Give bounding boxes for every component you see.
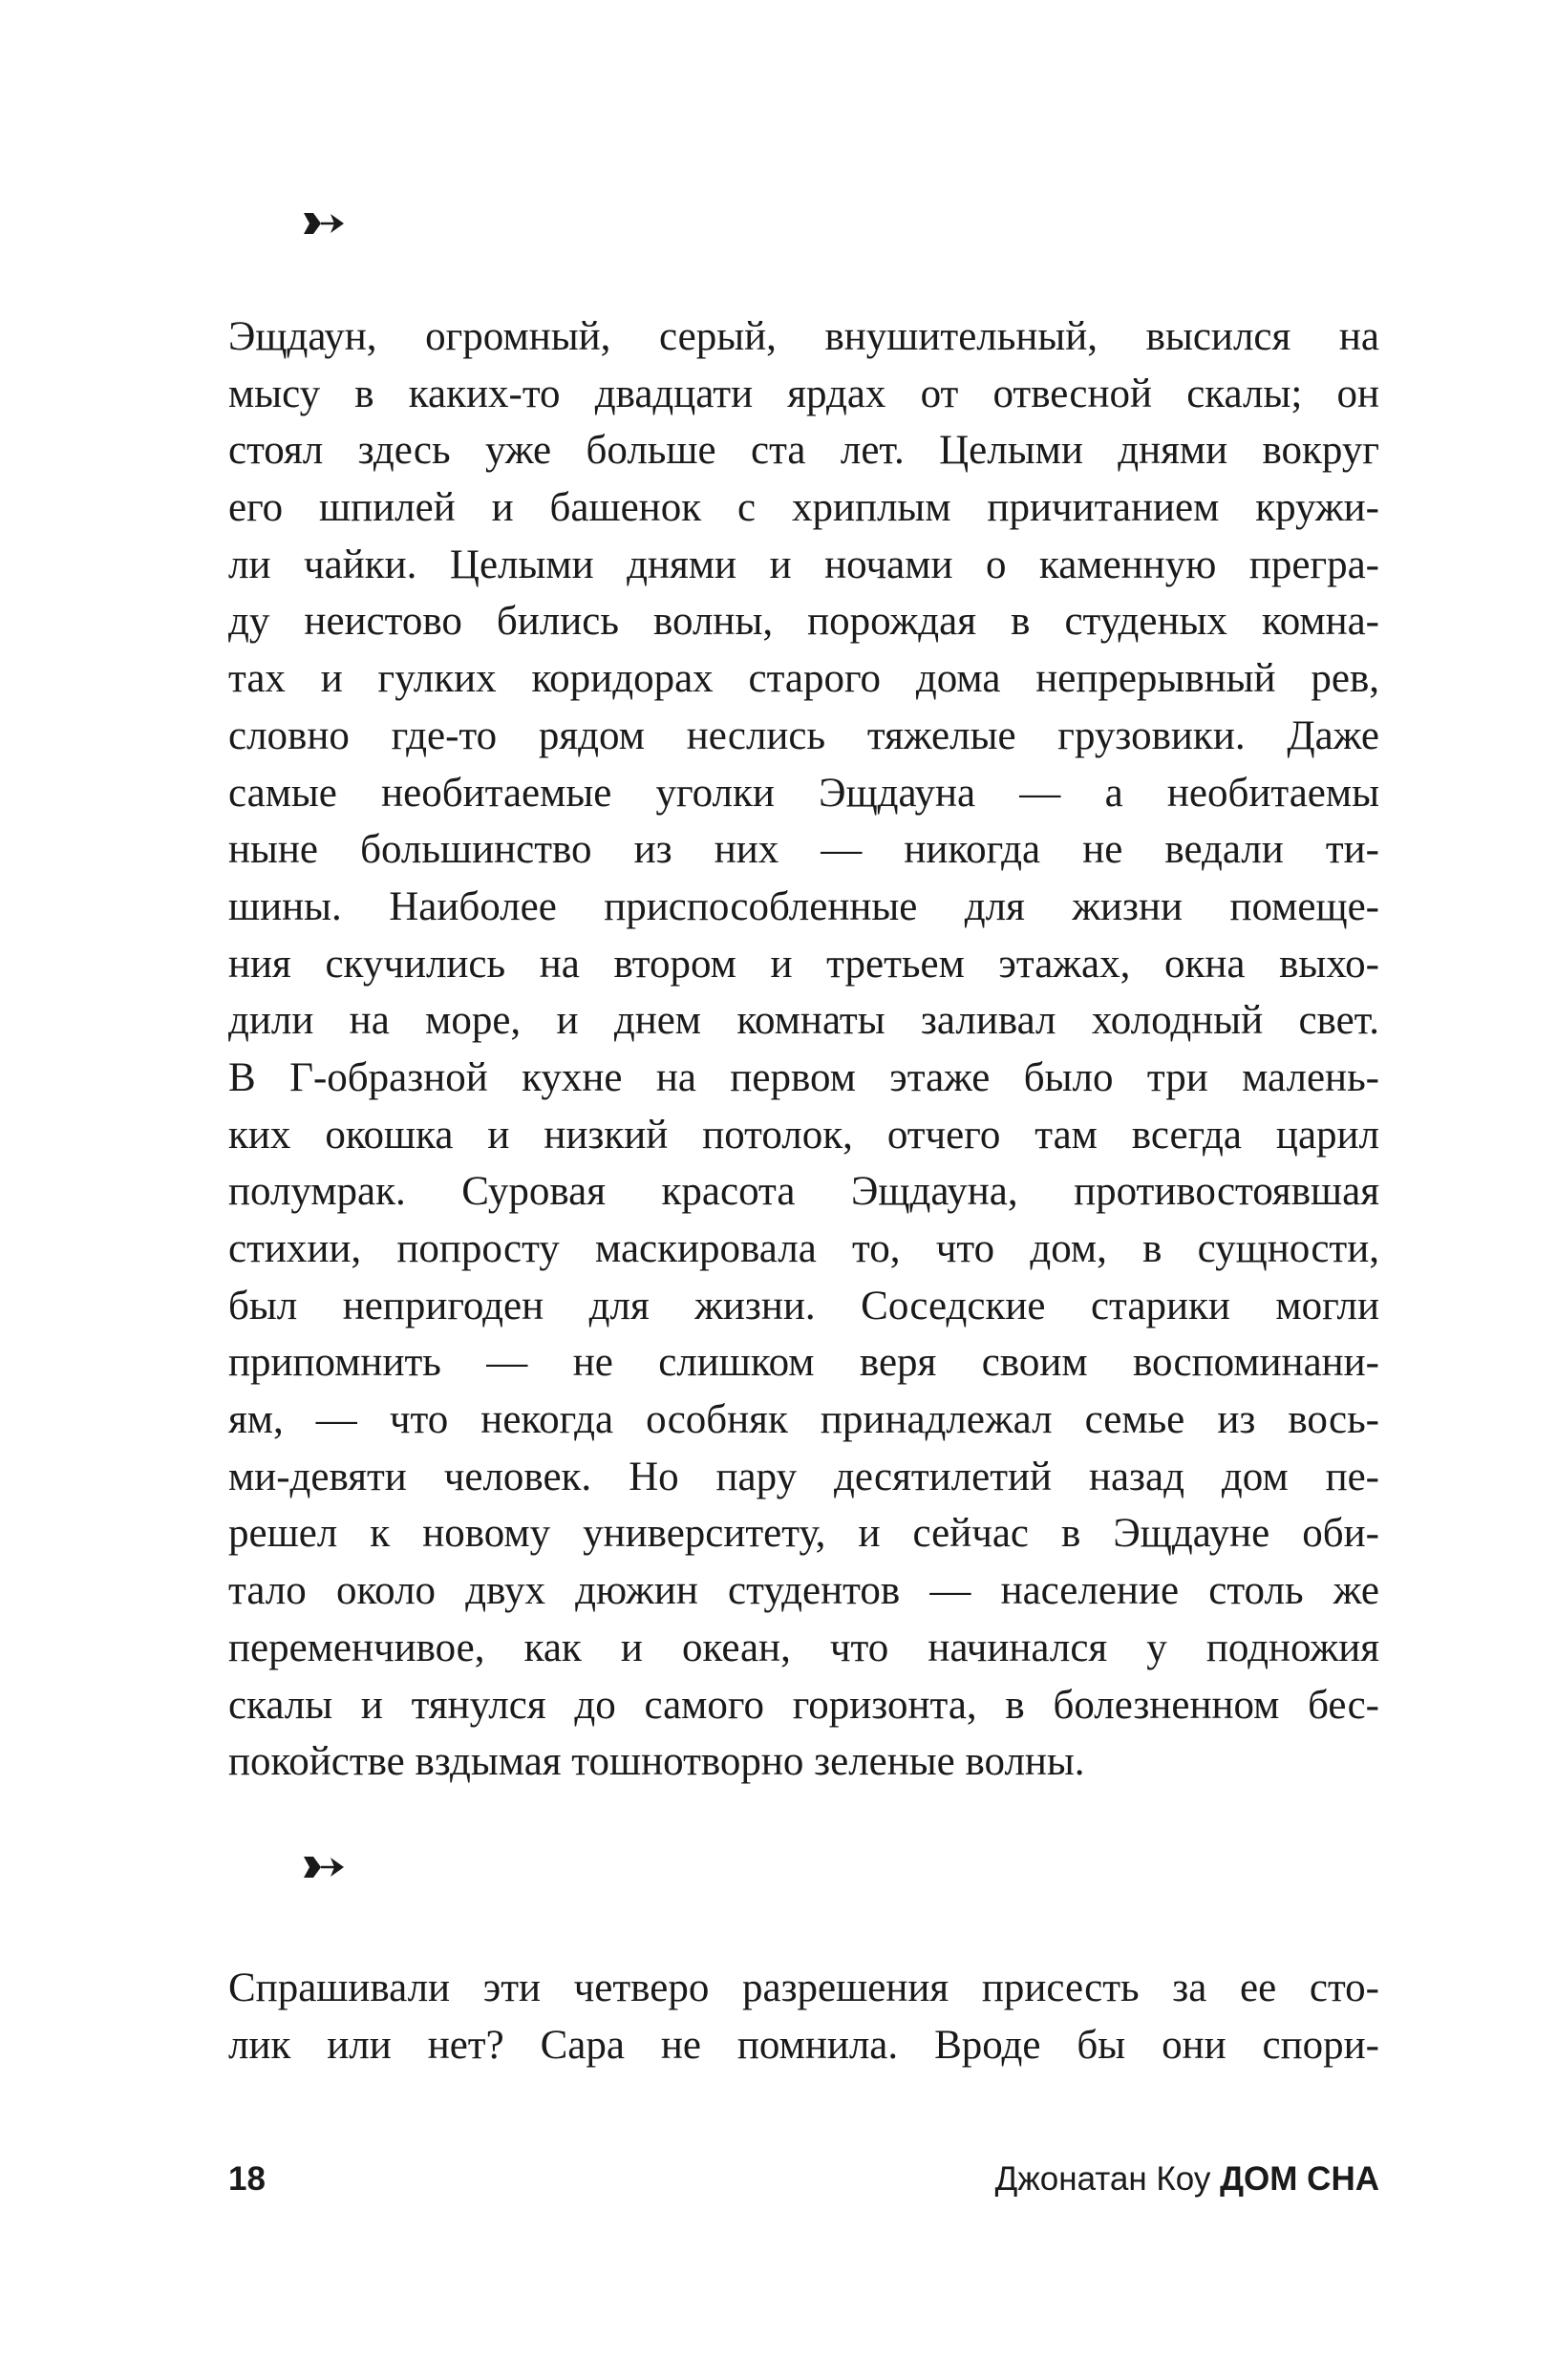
text-line: словно где-то рядом неслись тяжелые грузовики. Даже (228, 712, 1379, 758)
text-line: Эщдаун, огромный, серый, внушительный, высился на (228, 314, 1379, 359)
text-line: переменчивое, как и океан, что начинался у подножия (228, 1625, 1379, 1670)
text-line: ли чайки. Целыми днями и ночами о каменную прегра- (228, 542, 1379, 587)
text-line: самые необитаемые уголки Эщдауна — а необитаемы (228, 770, 1379, 816)
text-line: полумрак. Суровая красота Эщдауна, противостоявшая (228, 1169, 1379, 1215)
text-line: ми-девяти человек. Но пару десятилетий назад дом пе- (228, 1454, 1379, 1499)
text-line: шины. Наиболее приспособленные для жизни помеще- (228, 883, 1379, 929)
paragraph-2 (228, 1960, 1379, 2073)
text-line: скалы и тянулся до самого горизонта, в болезненном бес- (228, 1682, 1379, 1728)
author-name: Джонатан Коу (994, 2160, 1211, 2198)
text-line: ныне большинство из них — никогда не ведали ти- (228, 827, 1379, 873)
text-line: его шпилей и башенок с хриплым причитанием кружи- (228, 485, 1379, 531)
double-arrow-icon (304, 1853, 348, 1881)
text-line: тало около двух дюжин студентов — население столь же (228, 1568, 1379, 1614)
paragraph-1 (228, 308, 1379, 1791)
text-line: тах и гулких коридорах старого дома непрерывный рев, (228, 656, 1379, 702)
text-line: покойстве вздымая тошнотворно зеленые волны. (228, 1739, 1085, 1785)
text-line: был непригоден для жизни. Соседские старики могли (228, 1283, 1379, 1328)
text-line: мысу в каких-то двадцати ярдах от отвесной скалы; он (228, 371, 1379, 416)
text-line: припомнить — не слишком веря своим воспоминани- (228, 1340, 1379, 1386)
text-line: ния скучились на втором и третьем этажах, окна выхо- (228, 941, 1379, 987)
page-footer (228, 2160, 1379, 2199)
text-line: лик или нет? Сара не помнила. Вроде бы они спори- (228, 2022, 1379, 2068)
running-title (995, 2160, 1379, 2199)
text-line: дили на море, и днем комнаты заливал холодный свет. (228, 998, 1379, 1044)
page-number: 18 (228, 2160, 266, 2198)
double-arrow-icon (304, 209, 348, 238)
text-line: стихии, попросту маскировала то, что дом, в сущности, (228, 1226, 1379, 1271)
text-line: решел к новому университету, и сейчас в Эщдауне оби- (228, 1511, 1379, 1557)
text-line: ду неистово бились волны, порождая в студеных комна- (228, 599, 1379, 645)
text-line: ям, — что некогда особняк принадлежал семье из вось- (228, 1397, 1379, 1443)
text-line: ких окошка и низкий потолок, отчего там всегда царил (228, 1112, 1379, 1158)
text-line: В Г-образной кухне на первом этаже было три малень- (228, 1054, 1379, 1100)
text-line: Спрашивали эти четверо разрешения присесть за ее сто- (228, 1966, 1379, 2010)
book-title: ДОМ СНА (1220, 2160, 1379, 2198)
text-line: стоял здесь уже больше ста лет. Целыми днями вокруг (228, 428, 1379, 474)
